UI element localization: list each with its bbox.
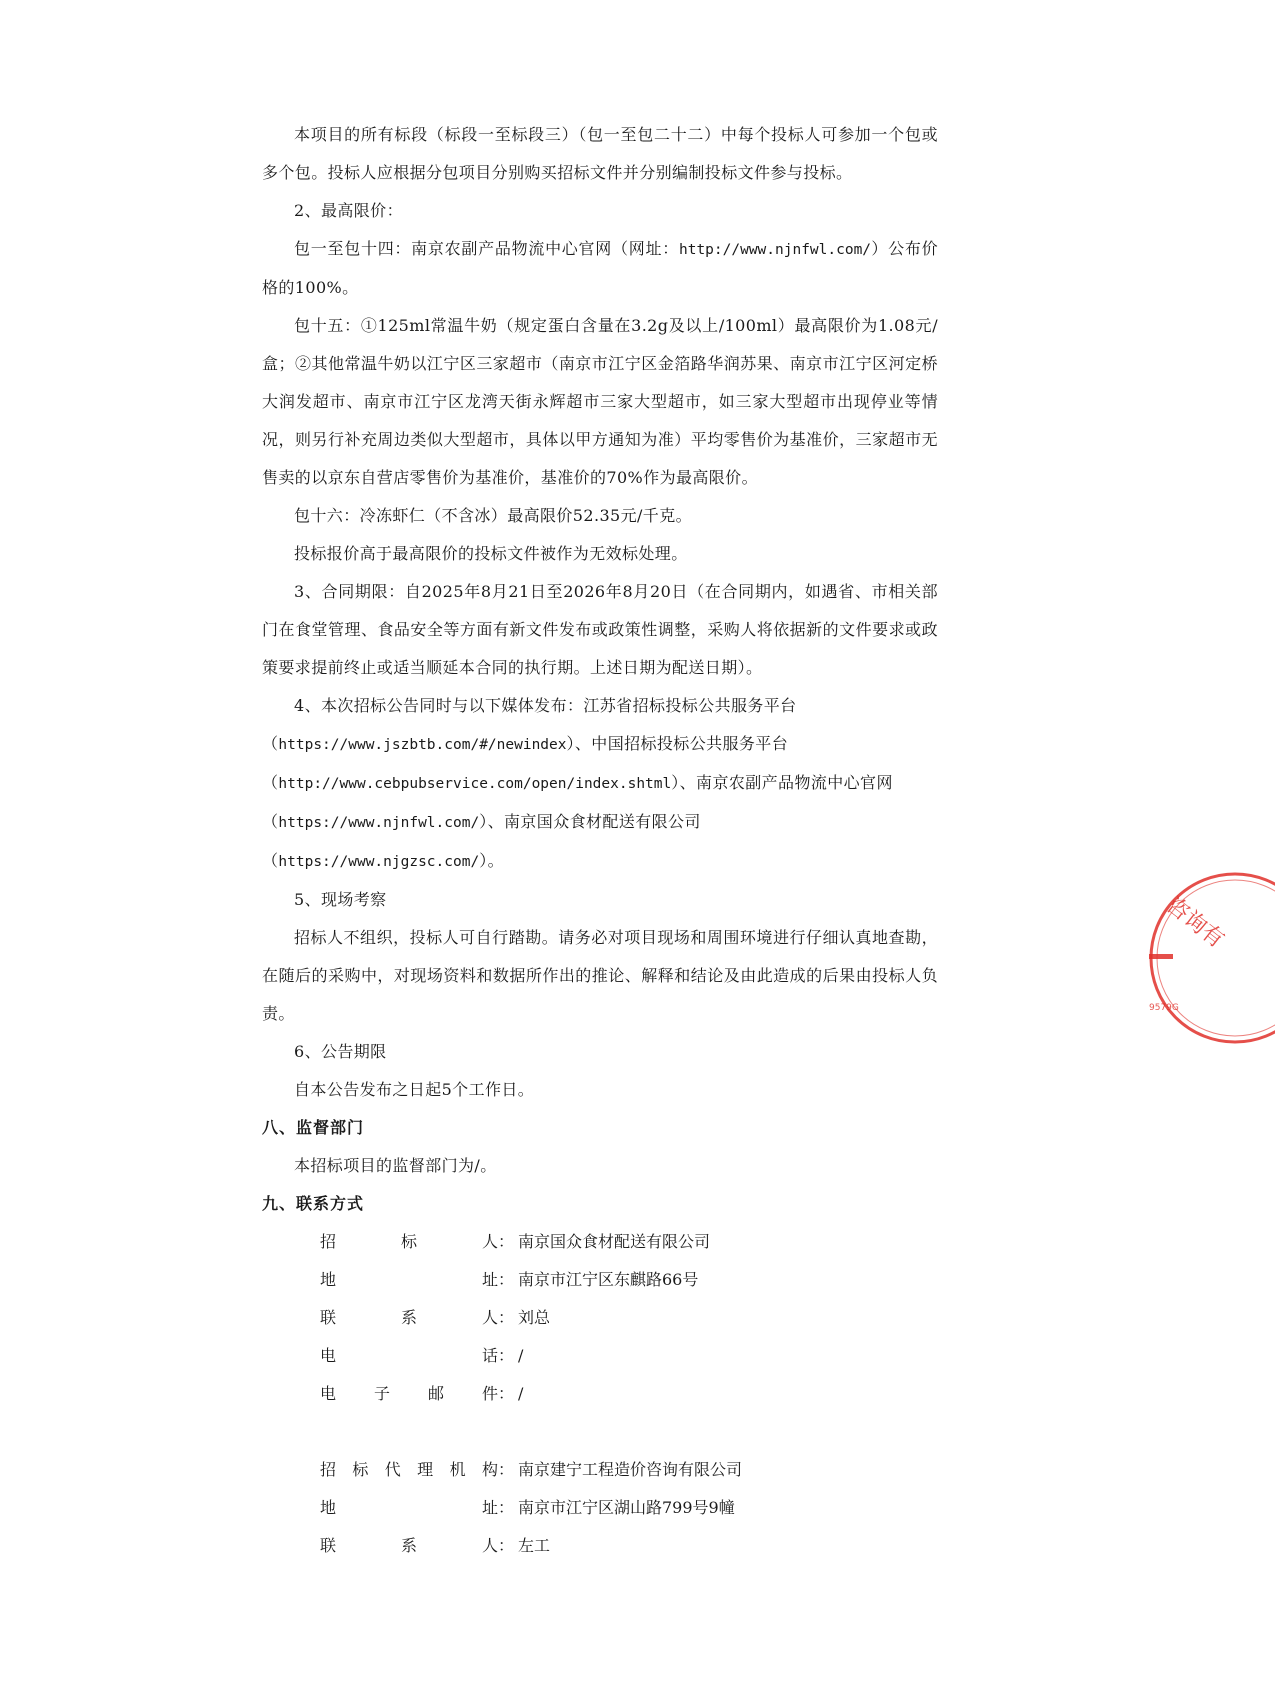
- tenderer-value: 南京国众食材配送有限公司: [518, 1232, 711, 1251]
- tenderer-label: 地 址: [320, 1270, 498, 1289]
- tenderer-value: 刘总: [518, 1308, 551, 1327]
- tenderer-colon: ：: [498, 1346, 515, 1365]
- tenderer-row: [262, 1261, 938, 1299]
- period-heading: 6、公告期限: [294, 1042, 387, 1061]
- tenderer-label: 电 话: [320, 1346, 498, 1365]
- agency-value: 南京市江宁区湖山路799号9幢: [518, 1498, 735, 1517]
- njgzsc-link[interactable]: https://www.njgzsc.com/: [278, 854, 480, 870]
- max-price-package-16: 包十六：冷冻虾仁（不含冰）最高限价52.35元/千克。: [294, 506, 692, 525]
- tenderer-label: 电 子 邮 件: [320, 1384, 498, 1403]
- period-text: 自本公告发布之日起5个工作日。: [294, 1080, 535, 1099]
- agency-label: 地 址: [320, 1498, 498, 1517]
- agency-label: 联 系 人: [320, 1536, 498, 1555]
- jszbtb-link[interactable]: https://www.jszbtb.com/#/newindex: [278, 737, 567, 753]
- agency-row: [262, 1451, 938, 1489]
- contact-spacer: [262, 1413, 938, 1451]
- njnfwl-https-link[interactable]: https://www.njnfwl.com/: [278, 815, 480, 831]
- tenderer-colon: ：: [498, 1384, 515, 1403]
- media-line-1: （https://www.jszbtb.com/#/newindex）、中国招标投标公共服务平台: [262, 734, 789, 753]
- max-price-package-15: 包十五：①125ml常温牛奶（规定蛋白含量在3.2g及以上/100ml）最高限价为1.08元/盒；②其他常温牛奶以江宁区三家超市（南京市江宁区金箔路华润苏果、南京市江宁区河定桥大润发超市、南京市江宁区龙湾天街永辉超市三家大型超市，如三家大型超市出现停业等情况，则另行补充周边类似大型超市，具体以甲方通知为准）平均零售价为基准价，三家超市无售卖的以京东自营店零售价为基准价，基准价的70%作为最高限价。: [262, 316, 938, 487]
- media-lead: 4、本次招标公告同时与以下媒体发布：江苏省招标投标公共服务平台: [294, 696, 797, 715]
- media-line-4: （https://www.njgzsc.com/）。: [262, 851, 505, 870]
- stamp-number: 9579G: [1149, 1003, 1179, 1013]
- max-price-heading: 2、最高限价：: [294, 201, 403, 220]
- njnfwl-link[interactable]: http://www.njnfwl.com/: [678, 242, 872, 258]
- tenderer-value: 南京市江宁区东麒路66号: [518, 1270, 699, 1289]
- agency-colon: ：: [498, 1498, 515, 1517]
- agency-value: 南京建宁工程造价咨询有限公司: [518, 1460, 743, 1479]
- media-line-3: （https://www.njnfwl.com/）、南京国众食材配送有限公司: [262, 812, 701, 831]
- tenderer-row: [262, 1337, 938, 1375]
- agency-row: [262, 1489, 938, 1527]
- cebpubservice-link[interactable]: http://www.cebpubservice.com/open/index.shtml: [278, 776, 672, 792]
- tenderer-row: [262, 1299, 938, 1337]
- contract-period: 3、合同期限：自2025年8月21日至2026年8月20日（在合同期内，如遇省、市相关部门在食堂管理、食品安全等方面有新文件发布或政策性调整，采购人将依据新的文件要求或政策要求提前终止或适当顺延本合同的执行期。上述日期为配送日期）。: [262, 582, 938, 677]
- supervision-heading: 八、监督部门: [262, 1118, 365, 1137]
- agency-label: 招 标 代 理 机 构: [320, 1460, 498, 1479]
- stamp-text: 咨询有: [1161, 892, 1229, 954]
- agency-value: 左工: [518, 1536, 551, 1555]
- tenderer-colon: ：: [498, 1232, 515, 1251]
- tenderer-row: [262, 1223, 938, 1261]
- tenderer-row: [262, 1375, 938, 1413]
- document-body: [262, 116, 938, 1565]
- tenderer-colon: ：: [498, 1308, 515, 1327]
- tenderer-label: 招 标 人: [320, 1232, 498, 1251]
- agency-colon: ：: [498, 1460, 515, 1479]
- contact-heading: 九、联系方式: [262, 1194, 365, 1213]
- supervision-text: 本招标项目的监督部门为/。: [294, 1156, 497, 1175]
- max-price-packages-1-14: 包一至包十四：南京农副产品物流中心官网（网址：http://www.njnfwl.com/）公布价格的100%。: [262, 239, 938, 297]
- tenderer-value: /: [518, 1384, 524, 1403]
- site-visit-heading: 5、现场考察: [294, 890, 387, 909]
- tenderer-label: 联 系 人: [320, 1308, 498, 1327]
- agency-row: [262, 1527, 938, 1565]
- media-line-2: （http://www.cebpubservice.com/open/index.shtml）、南京农副产品物流中心官网: [262, 773, 893, 792]
- tenderer-value: /: [518, 1346, 524, 1365]
- agency-colon: ：: [498, 1536, 515, 1555]
- official-seal-stamp: [1145, 868, 1275, 1048]
- agency-contact-list: [262, 1451, 938, 1565]
- tenderer-colon: ：: [498, 1270, 515, 1289]
- invalid-bid-note: 投标报价高于最高限价的投标文件被作为无效标处理。: [294, 544, 688, 563]
- site-visit-text: 招标人不组织，投标人可自行踏勘。请务必对项目现场和周围环境进行仔细认真地查勘，在随后的采购中，对现场资料和数据所作出的推论、解释和结论及由此造成的后果由投标人负责。: [262, 928, 938, 1023]
- tenderer-contact-list: [262, 1223, 938, 1413]
- intro-paragraph: 本项目的所有标段（标段一至标段三）（包一至包二十二）中每个投标人可参加一个包或多个包。投标人应根据分包项目分别购买招标文件并分别编制投标文件参与投标。: [262, 125, 938, 182]
